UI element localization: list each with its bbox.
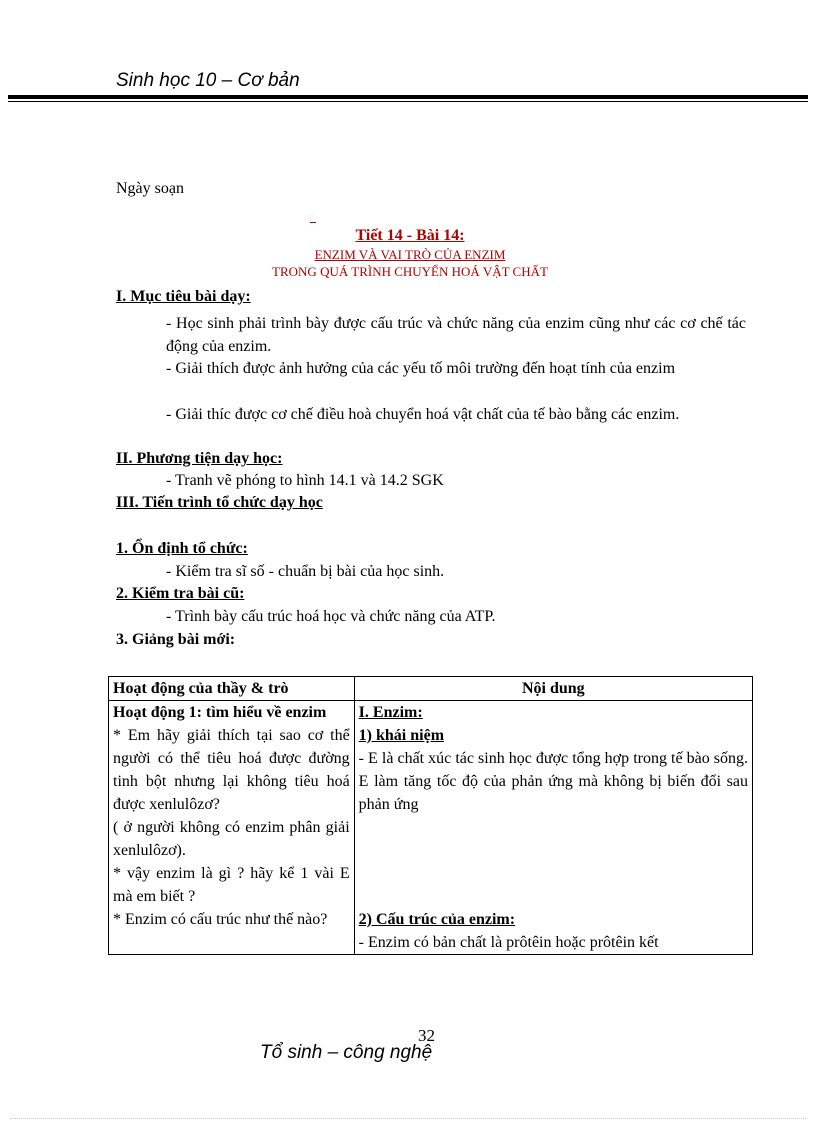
blank-space bbox=[359, 816, 748, 908]
footer-divider bbox=[10, 1118, 806, 1119]
materials-item: - Tranh vẽ phóng to hình 14.1 và 14.2 SGK bbox=[166, 472, 444, 489]
step2-heading: 2. Kiểm tra bài cũ: bbox=[116, 585, 245, 602]
table-header-row bbox=[109, 677, 753, 701]
lesson-title: Tiết 14 - Bài 14: bbox=[355, 227, 465, 244]
content-section-title: I. Enzim: bbox=[358, 704, 423, 721]
objective-item: - Học sinh phải trình bày được cấu trúc và chức năng của enzim cũng như các cơ chế tác động của enzim. bbox=[166, 315, 746, 355]
question-3: * Enzim có cấu trúc như thế nào? bbox=[113, 911, 328, 928]
step1-heading: 1. Ổn định tổ chức: bbox=[116, 540, 248, 557]
title-block bbox=[160, 226, 660, 280]
answer-1: ( ở người không có enzim phân giải xenlulôzơ). bbox=[113, 819, 350, 859]
step2-item: - Trình bày cấu trúc hoá học và chức năng của ATP. bbox=[166, 608, 496, 625]
date-label: Ngày soạn bbox=[116, 180, 184, 197]
content-subheading-2: 2) Cấu trúc của enzim: bbox=[358, 911, 516, 928]
objective-item: - Giải thích được ảnh hưởng của các yếu tố môi trường đến hoạt tính của enzim bbox=[166, 360, 676, 377]
running-footer: Tổ sinh – công nghệ bbox=[260, 1042, 433, 1063]
col-header-activities: Hoạt động của thầy & trò bbox=[109, 677, 355, 701]
red-mark bbox=[310, 222, 316, 223]
header-rule-thin bbox=[8, 101, 808, 102]
lesson-subtitle-2: TRONG QUÁ TRÌNH CHUYỂN HOÁ VẬT CHẤT bbox=[272, 264, 548, 279]
structure-text: - Enzim có bản chất là prôtêin hoặc prôtêin kết bbox=[358, 934, 659, 951]
content-cell bbox=[354, 701, 752, 955]
header-rule bbox=[8, 95, 808, 99]
step3-heading: 3. Giảng bài mới: bbox=[116, 631, 236, 648]
page-number: 32 bbox=[418, 1026, 435, 1045]
question-1: * Em hãy giải thích tại sao cơ thể người có thể tiêu hoá được đường tinh bột nhưng lại không tiêu hoá được xenlulôzơ? bbox=[113, 727, 350, 813]
process-heading: III. Tiến trình tổ chức dạy học bbox=[116, 494, 323, 511]
activities-cell bbox=[109, 701, 355, 955]
objectives-heading: I. Mục tiêu bài dạy: bbox=[116, 288, 251, 305]
content-subheading-1: 1) khái niệm bbox=[358, 727, 445, 744]
question-2: * vậy enzim là gì ? hãy kể 1 vài E mà em biết ? bbox=[113, 865, 350, 905]
definition-text: - E là chất xúc tác sinh học được tổng hợp trong tế bào sống. E làm tăng tốc độ của phản ứng mà không bị biến đổi sau phản ứng bbox=[358, 750, 748, 813]
step1-item: - Kiểm tra sĩ số - chuẩn bị bài của học sinh. bbox=[166, 563, 445, 580]
activity-title: Hoạt động 1: tìm hiểu về enzim bbox=[113, 704, 327, 721]
lesson-subtitle-1: ENZIM VÀ VAI TRÒ CỦA ENZIM bbox=[314, 247, 506, 262]
col-header-content: Nội dung bbox=[354, 677, 752, 701]
materials-heading: II. Phương tiện dạy học: bbox=[116, 450, 283, 467]
objective-item: - Giải thíc được cơ chế điều hoà chuyển hoá vật chất của tế bào bằng các enzim. bbox=[166, 406, 680, 423]
running-header: Sinh học 10 – Cơ bản bbox=[116, 70, 300, 91]
lesson-table bbox=[108, 676, 753, 955]
table-row bbox=[109, 701, 753, 955]
